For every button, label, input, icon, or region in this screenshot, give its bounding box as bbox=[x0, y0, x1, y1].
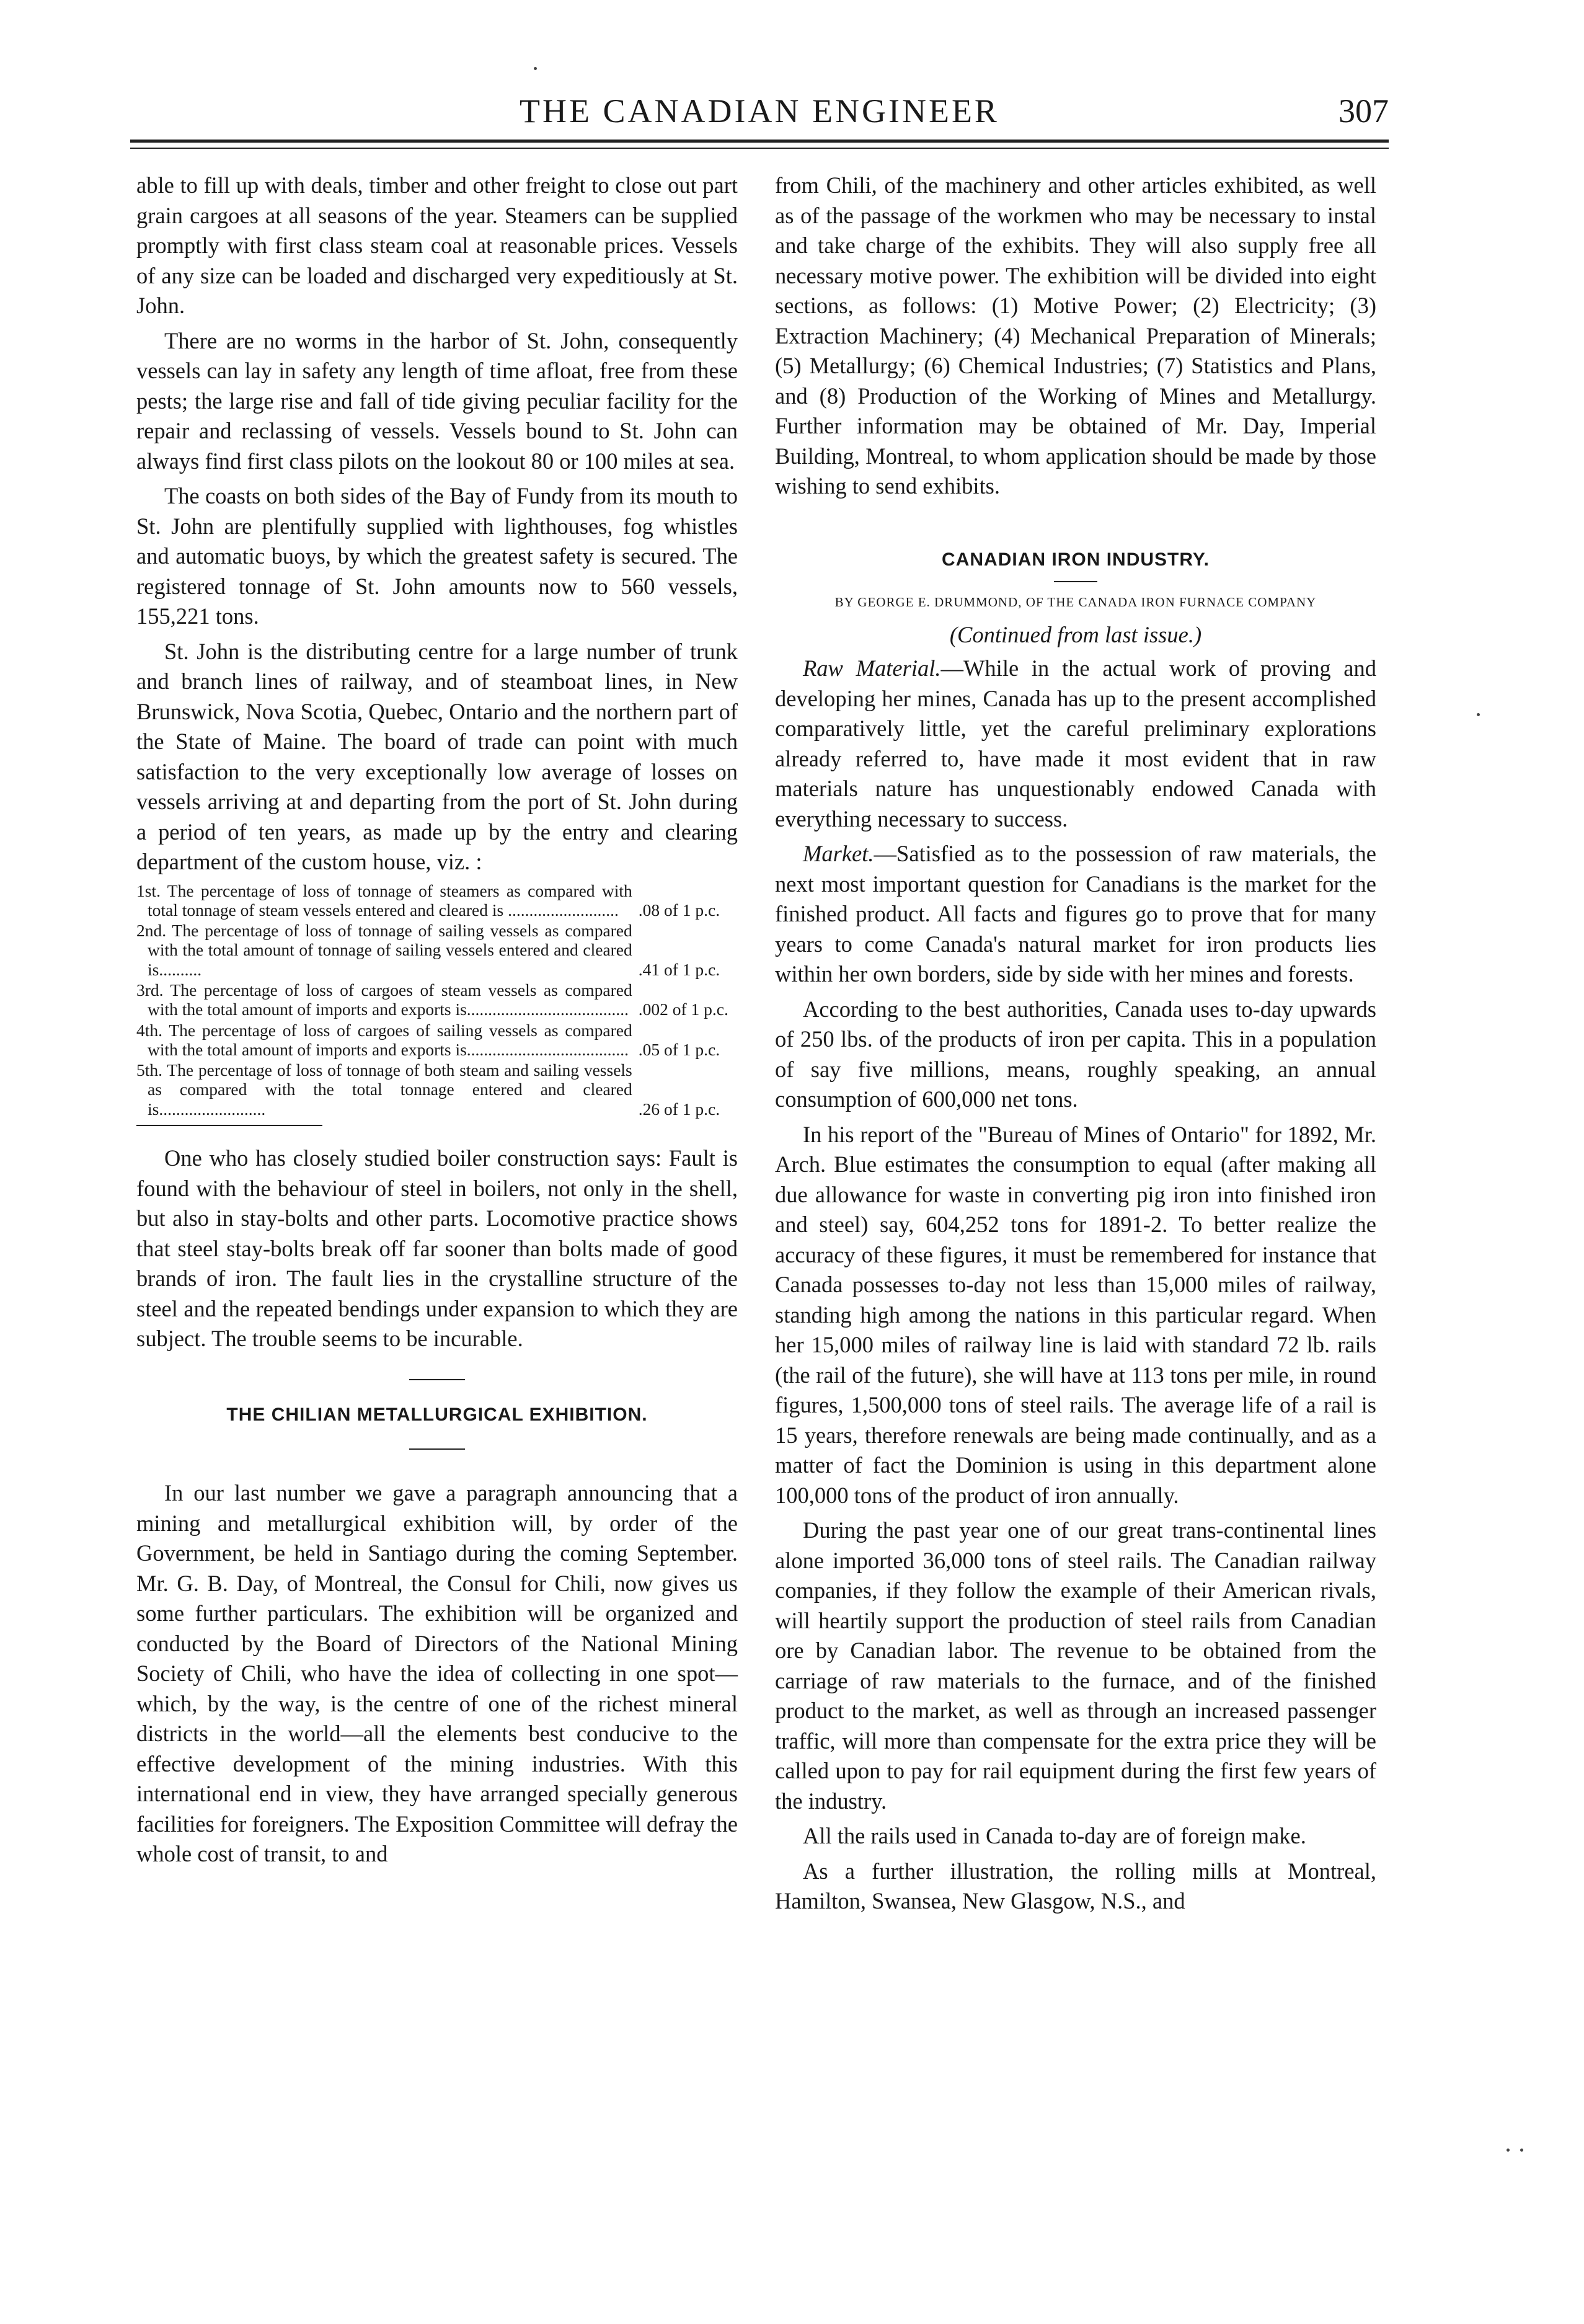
right-column bbox=[775, 171, 1376, 1917]
paragraph-lead: Market. bbox=[803, 841, 874, 866]
statistic-text: 1st. The percentage of loss of tonnage of steamers as compared with total tonnage of steam vessels entered and cleared is .......................... bbox=[136, 880, 632, 920]
statistic-text: 3rd. The percentage of loss of cargoes of steam vessels as compared with the total amount of imports and exports is...................................... bbox=[136, 980, 632, 1019]
statistic-text: 5th. The percentage of loss of tonnage of both steam and sailing vessels as compared with the total tonnage entered and cleared is......................... bbox=[136, 1060, 632, 1119]
journal-title: THE CANADIAN ENGINEER bbox=[520, 92, 999, 130]
paragraph: As a further illustration, the rolling mills at Montreal, Hamilton, Swansea, New Glasgow, N.S., and bbox=[775, 1858, 1376, 1914]
paragraph bbox=[775, 654, 1376, 834]
section-heading: THE CHILIAN METALLURGICAL EXHIBITION. bbox=[226, 1404, 648, 1425]
paragraph: There are no worms in the harbor of St. John, consequently vessels can lay in safety any length of time afloat, free from these pests; the large rise and fall of tide giving peculiar facility for the repair and reclassing of vessels. Vessels bound to St. John can always find first class pilots on the lookout 80 or 100 miles at sea. bbox=[136, 327, 738, 474]
statistic-value: .41 of 1 p.c. bbox=[638, 959, 720, 979]
article-heading: CANADIAN IRON INDUSTRY. bbox=[942, 549, 1210, 570]
print-speck bbox=[1477, 713, 1480, 716]
statistic-value: .26 of 1 p.c. bbox=[638, 1099, 720, 1119]
statistic-row bbox=[136, 980, 738, 1019]
section-divider bbox=[409, 1448, 465, 1450]
stats-end-rule bbox=[136, 1125, 322, 1126]
paragraph: In our last number we gave a paragraph announcing that a mining and metallurgical exhibition will, by order of the Government, be held in Santiago during the coming September. Mr. G. B. Day, of Montreal, the Consul for Chili, now gives us some further particulars. The exhibition will be organized and conducted by the Board of Directors of the National Mining Society of Chili, who have the idea of collecting in one spot—which, by the way, is the centre of one of the richest mineral districts in the world—all the elements best conducive to the effective development of the mining industries. With this international end in view, they have arranged specially generous facilities for foreigners. The Exposition Committee will defray the whole cost of transit, to and bbox=[136, 1480, 738, 1867]
statistic-row bbox=[136, 881, 738, 920]
print-speck bbox=[1507, 2149, 1510, 2152]
statistic-row bbox=[136, 921, 738, 979]
header-rule-thick bbox=[130, 140, 1389, 143]
statistic-row bbox=[136, 1060, 738, 1119]
left-column bbox=[136, 171, 738, 1869]
paragraph: In his report of the "Bureau of Mines of Ontario" for 1892, Mr. Arch. Blue estimates the consumption to equal (after making all due allowance for waste in converting pig iron into finished iron and steel) say, 604,252 tons for 1891-2. To better realize the accuracy of these figures, it must be remembered for instance that Canada possesses to-day not less than 15,000 miles of railway, standing high among the nations in this particular regard. When her 15,000 miles of railway line is laid with standard 72 lb. rails (the rail of the future), she will have at 113 tons per mile, in round figures, 1,500,000 tons of steel rails. The average life of a rail is 15 years, therefore renewals are being made continually, and as a matter of fact the Dominion is using in this department alone 100,000 tons of the product of iron annually. bbox=[775, 1121, 1376, 1508]
paragraph: During the past year one of our great trans-continental lines alone imported 36,000 tons of steel rails. The Canadian railway companies, if they follow the example of their American rivals, will heartily support the production of steel rails from Canadian ore by Canadian labor. The revenue to be obtained from the carriage of raw materials to the furnace, and of the finished product to the market, as well as through an increased passenger traffic, will more than compensate for the extra price they will be called upon to pay for rail equipment during the first few years of the industry. bbox=[775, 1517, 1376, 1814]
continued-note: (Continued from last issue.) bbox=[949, 621, 1202, 647]
section-divider bbox=[1054, 581, 1097, 582]
article-byline: BY GEORGE E. DRUMMOND, OF THE CANADA IRON FURNACE COMPANY bbox=[834, 595, 1317, 610]
paragraph: able to fill up with deals, timber and other freight to close out part grain cargoes at all seasons of the year. Steamers can be supplied promptly with first class steam coal at reasonable prices. Vessels of any size can be loaded and discharged very expeditiously at St. John. bbox=[136, 172, 738, 318]
paragraph bbox=[775, 839, 1376, 990]
paragraph-text: —Satisfied as to the possession of raw materials, the next most important question for Canadians is the market for the finished product. All facts and figures go to prove that for many years to come Canada's natural market for iron products lies within her own borders, side by side with her mines and forests. bbox=[775, 841, 1376, 987]
statistic-value: .002 of 1 p.c. bbox=[638, 1000, 728, 1019]
statistic-value: .08 of 1 p.c. bbox=[638, 900, 720, 920]
page-number: 307 bbox=[1338, 92, 1389, 130]
print-speck bbox=[1520, 2149, 1523, 2152]
paragraph: According to the best authorities, Canada uses to-day upwards of 250 lbs. of the products of iron per capita. This in a population of say five millions, means, roughly speaking, an annual consumption of 600,000 net tons. bbox=[775, 996, 1376, 1112]
spacer bbox=[775, 502, 1376, 545]
paragraph-lead: Raw Material. bbox=[803, 655, 941, 681]
loss-statistics-list bbox=[136, 881, 738, 1119]
paragraph: The coasts on both sides of the Bay of Fundy from its mouth to St. John are plentifully supplied with lighthouses, fog whistles and automatic buoys, by which the greatest safety is secured. The registered tonnage of St. John amounts now to 560 vessels, 155,221 tons. bbox=[136, 483, 738, 629]
paragraph: All the rails used in Canada to-day are of foreign make. bbox=[803, 1823, 1306, 1848]
statistic-row bbox=[136, 1021, 738, 1060]
header-rule-thin bbox=[130, 148, 1389, 149]
section-divider bbox=[409, 1379, 465, 1380]
paragraph: One who has closely studied boiler construction says: Fault is found with the behaviour of steel in boilers, not only in the shell, but also in stay-bolts and other parts. Locomotive practice shows that steel stay-bolts break off far sooner than bolts made of good brands of iron. The fault lies in the crystalline structure of the steel and the repeated bendings under expansion to which they are subject. The trouble seems to be incurable. bbox=[136, 1145, 738, 1352]
statistic-text: 4th. The percentage of loss of cargoes of sailing vessels as compared with the total amount of imports and exports is...................................... bbox=[136, 1020, 632, 1059]
paragraph-text: —While in the actual work of proving and developing her mines, Canada has up to the present accomplished comparatively little, yet the careful preliminary explorations already referred to, have made it most evident that in raw materials nature has unquestionably endowed Canada with everything necessary to success. bbox=[775, 655, 1377, 832]
page-header bbox=[130, 92, 1389, 135]
statistic-value: .05 of 1 p.c. bbox=[638, 1039, 720, 1059]
print-speck bbox=[534, 67, 537, 70]
statistic-text: 2nd. The percentage of loss of tonnage of sailing vessels as compared with the total amount of tonnage of sailing vessels entered and cleared is.......... bbox=[136, 921, 632, 979]
paragraph: St. John is the distributing centre for a large number of trunk and branch lines of railway, and of steamboat lines, in New Brunswick, Nova Scotia, Quebec, Ontario and the northern part of the State of Maine. The board of trade can point with much satisfaction to the very exceptionally low average of losses on vessels arriving at and departing from the port of St. John during a period of ten years, as made up by the entry and clearing department of the custom house, viz. : bbox=[136, 638, 738, 874]
paragraph: from Chili, of the machinery and other articles exhibited, as well as of the passage of the workmen who may be necessary to instal and take charge of the exhibits. They will also supply free all necessary motive power. The exhibition will be divided into eight sections, as follows: (1) Motive Power; (2) Electricity; (3) Extraction Machinery; (4) Mechanical Preparation of Minerals; (5) Metallurgy; (6) Chemical Industries; (7) Statistics and Plans, and (8) Production of the Working of Mines and Metallurgy. Further information may be obtained of Mr. Day, Imperial Building, Montreal, to whom application should be made by those wishing to send exhibits. bbox=[775, 172, 1376, 499]
